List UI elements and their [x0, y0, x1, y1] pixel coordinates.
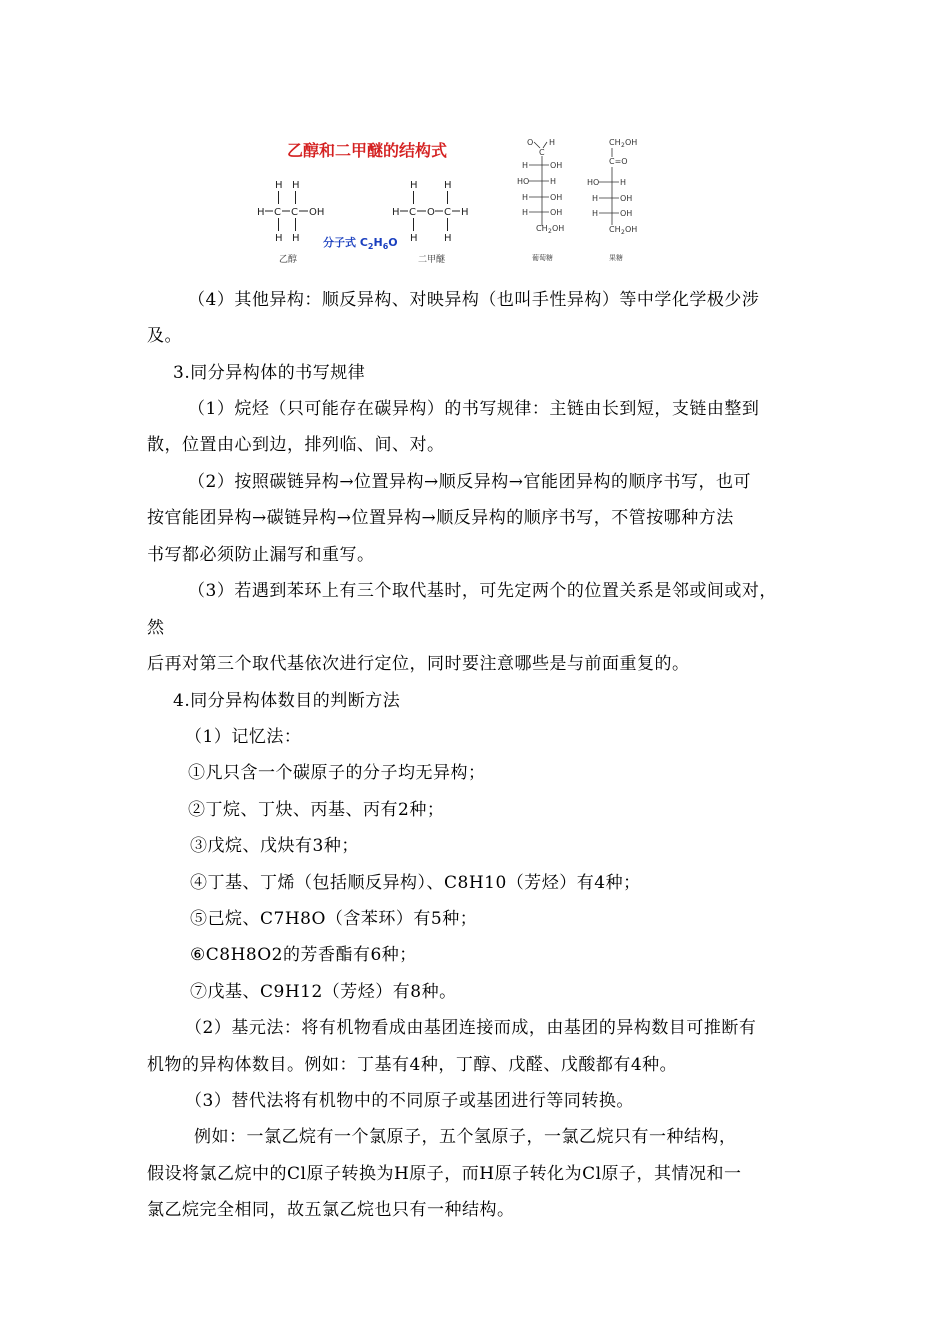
svg-text:H: H — [592, 194, 599, 203]
svg-text:HO: HO — [517, 177, 530, 186]
svg-text:OH: OH — [552, 224, 565, 233]
section-heading: 3.同分异构体的书写规律 — [173, 363, 366, 383]
structural-formula-figure — [255, 128, 675, 268]
svg-text:H: H — [292, 233, 300, 244]
svg-text:H: H — [275, 180, 283, 191]
svg-text:H: H — [522, 208, 529, 217]
structural-formula-diagram — [255, 128, 675, 268]
svg-text:H: H — [257, 207, 265, 218]
svg-text:H: H — [392, 207, 400, 218]
svg-text:H: H — [549, 138, 556, 147]
svg-text:C: C — [291, 207, 298, 218]
svg-text:OH: OH — [625, 138, 638, 147]
svg-text:H: H — [410, 233, 418, 244]
svg-text:H: H — [410, 180, 418, 191]
svg-text:OH: OH — [550, 208, 563, 217]
svg-text:OH: OH — [625, 225, 638, 234]
paragraph-line: （2）按照碳链异构→位置异构→顺反异构→官能团异构的顺序书写，也可 — [188, 472, 752, 492]
svg-text:H: H — [275, 233, 283, 244]
svg-text:C: C — [444, 207, 451, 218]
svg-text:H: H — [550, 177, 557, 186]
svg-text:O: O — [527, 138, 534, 147]
svg-text:2: 2 — [621, 142, 625, 149]
svg-text:H: H — [444, 180, 452, 191]
svg-text:2: 2 — [621, 229, 625, 236]
svg-text:C: C — [274, 207, 281, 218]
paragraph-line: （4）其他异构：顺反异构、对映异构（也叫手性异构）等中学化学极少涉 — [188, 290, 760, 310]
svg-text:OH: OH — [620, 194, 633, 203]
dimethyl-ether-label: 二甲醚 — [418, 255, 446, 265]
paragraph-line: （1）记忆法： — [185, 727, 302, 747]
svg-text:C=O: C=O — [609, 157, 628, 166]
svg-text:H: H — [522, 193, 529, 202]
svg-text:CH: CH — [609, 225, 621, 234]
list-item: ⑤己烷、C7H8O（含苯环）有5种； — [190, 909, 478, 929]
paragraph-line: 机物的异构体数目。例如：丁基有4种，丁醇、戊醛、戊酸都有4种。 — [147, 1055, 678, 1075]
glucose-structure — [517, 138, 564, 235]
list-item: ①凡只含一个碳原子的分子均无异构； — [188, 763, 486, 783]
paragraph-line: （1）烷烃（只可能存在碳异构）的书写规律：主链由长到短，支链由整到 — [188, 399, 760, 419]
paragraph-line: （3）若遇到苯环上有三个取代基时，可先定两个的位置关系是邻或间或对， — [188, 581, 777, 601]
dimethyl-ether-structure — [392, 180, 469, 244]
svg-text:H: H — [292, 180, 300, 191]
paragraph-line: 后再对第三个取代基依次进行定位，同时要注意哪些是与前面重复的。 — [147, 654, 690, 674]
svg-text:CH: CH — [609, 138, 621, 147]
paragraph-line: 假设将氯乙烷中的Cl原子转换为H原子，而H原子转化为Cl原子，其情况和一 — [147, 1164, 742, 1184]
figure-title: 乙醇和二甲醚的结构式 — [287, 141, 448, 160]
ethanol-label: 乙醇 — [279, 255, 298, 265]
molecular-formula: 分子式 $C_2H_6O$ — [323, 236, 398, 251]
paragraph-line: （3）替代法将有机物中的不同原子或基团进行等同转换。 — [185, 1091, 634, 1111]
svg-text:OH: OH — [620, 209, 633, 218]
paragraph-line: 例如：一氯乙烷有一个氯原子，五个氢原子，一氯乙烷只有一种结构， — [194, 1127, 737, 1147]
paragraph-line: （2）基元法：将有机物看成由基团连接而成，由基团的异构数目可推断有 — [185, 1018, 757, 1038]
svg-text:OH: OH — [550, 193, 563, 202]
paragraph-line: 氯乙烷完全相同，故五氯乙烷也只有一种结构。 — [147, 1200, 515, 1220]
paragraph-line: 及。 — [147, 326, 182, 346]
list-item: ④丁基、丁烯（包括顺反异构）、C8H10（芳烃）有4种； — [190, 873, 641, 893]
fructose-structure — [587, 138, 637, 236]
glucose-label: 葡萄糖 — [532, 254, 553, 262]
paragraph-line: 按官能团异构→碳链异构→位置异构→顺反异构的顺序书写，不管按哪种方法 — [147, 508, 734, 528]
svg-text:C: C — [539, 148, 545, 157]
fructose-label: 果糖 — [609, 254, 623, 262]
svg-text:H: H — [461, 207, 469, 218]
ethanol-structure — [257, 180, 324, 244]
list-item: ⑦戊基、C9H12（芳烃）有8种。 — [190, 982, 457, 1002]
svg-text:HO: HO — [587, 178, 600, 187]
svg-text:OH: OH — [550, 161, 563, 170]
svg-text:2: 2 — [548, 228, 552, 235]
list-item: ⑥C8H8O2的芳香酯有6种； — [190, 945, 417, 965]
svg-text:H: H — [592, 209, 599, 218]
svg-text:C: C — [409, 207, 416, 218]
svg-text:OH: OH — [309, 207, 325, 218]
paragraph-line: 散，位置由心到边，排列临、间、对。 — [147, 435, 445, 455]
svg-text:H: H — [444, 233, 452, 244]
svg-text:O: O — [427, 207, 435, 218]
list-item: ③戊烷、戊炔有3种； — [190, 836, 359, 856]
paragraph-line: 然 — [147, 618, 165, 638]
section-heading: 4.同分异构体数目的判断方法 — [173, 691, 401, 711]
paragraph-line: 书写都必须防止漏写和重写。 — [147, 545, 375, 565]
svg-text:H: H — [522, 161, 529, 170]
list-item: ②丁烷、丁炔、丙基、丙有2种； — [188, 800, 445, 820]
svg-text:CH: CH — [536, 224, 548, 233]
svg-text:H: H — [620, 178, 627, 187]
